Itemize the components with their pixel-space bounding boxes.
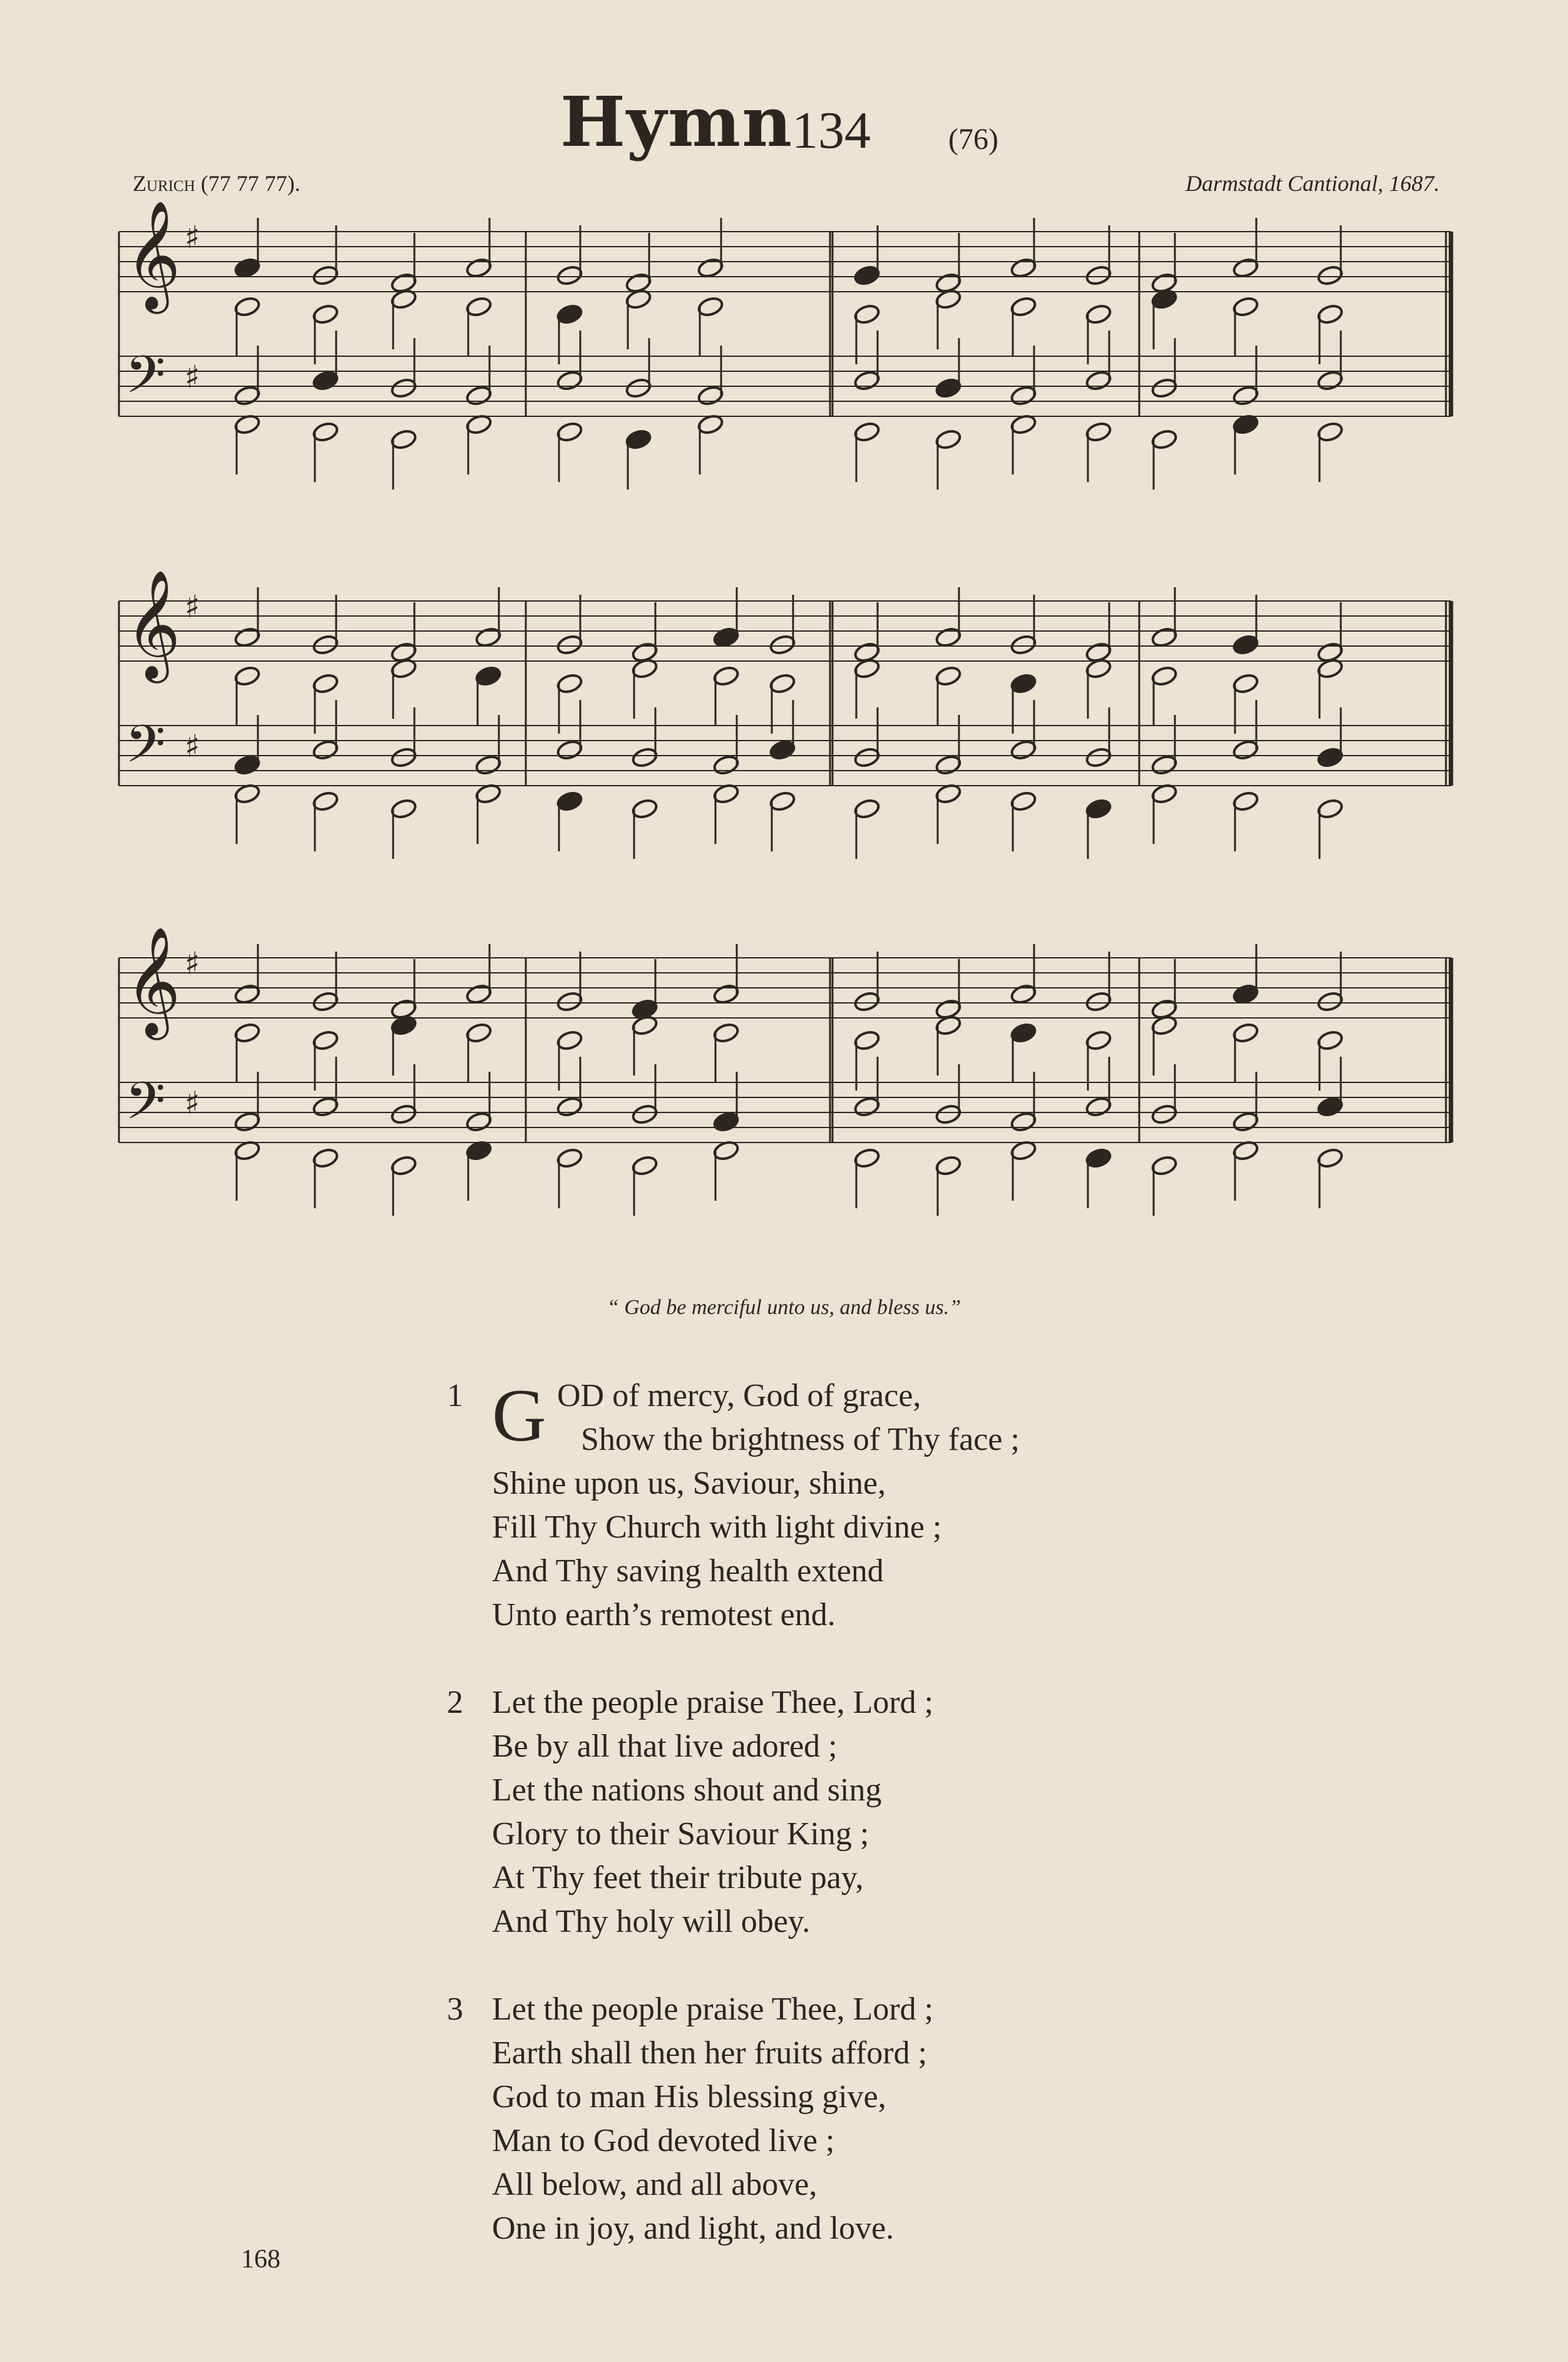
note-head <box>935 754 962 776</box>
verse-3 <box>447 1988 1020 2251</box>
note-head <box>935 1103 962 1126</box>
verse-line: Let the people praise Thee, Lord ; <box>492 1991 934 2027</box>
note-head <box>556 421 583 443</box>
bass-clef-icon: 𝄢 <box>125 1071 166 1144</box>
note-head <box>312 303 339 326</box>
bass-clef-icon: 𝄢 <box>125 344 166 418</box>
note-head <box>1232 295 1259 318</box>
verse-line: Let the nations shout and sing <box>492 1772 882 1808</box>
note-head <box>233 983 261 1005</box>
note-head <box>1085 369 1112 392</box>
note-head <box>1316 303 1344 326</box>
note-head <box>1316 1147 1344 1169</box>
note-head <box>1010 384 1037 407</box>
note-head <box>935 428 962 451</box>
note-head <box>556 1096 583 1118</box>
note-head <box>556 672 583 695</box>
verse-line: Earth shall then her fruits afford ; <box>492 2035 928 2071</box>
note-head <box>712 626 740 649</box>
note-head <box>390 1154 418 1177</box>
note-head <box>712 1111 740 1133</box>
tune-name: Zurich (77 77 77). <box>133 171 300 196</box>
note-head <box>556 634 583 656</box>
note-head <box>631 1154 658 1177</box>
verse-line: Be by all that live adored ; <box>492 1728 838 1764</box>
note-head <box>1316 1096 1344 1118</box>
note-head <box>1085 798 1112 820</box>
note-head <box>312 421 339 443</box>
note-head <box>935 377 962 399</box>
note-head <box>1085 264 1112 287</box>
note-head <box>697 384 724 407</box>
note-head <box>1316 369 1344 392</box>
verse-line: OD of mercy, God of grace, <box>557 1378 921 1414</box>
note-head <box>935 665 962 687</box>
note-head <box>556 990 583 1013</box>
key-signature-sharp-icon: ♯ <box>185 588 200 625</box>
note-head <box>1316 746 1344 769</box>
page-number: 168 <box>241 2245 280 2274</box>
note-head <box>556 1029 583 1052</box>
verse-line: Unto earth’s remotest end. <box>492 1597 836 1633</box>
note-head <box>1232 1022 1259 1044</box>
verse-1 <box>447 1374 1020 1637</box>
note-head <box>390 428 418 451</box>
note-head <box>556 369 583 392</box>
hymn-number: 134 <box>792 101 871 160</box>
note-head <box>1085 421 1112 443</box>
note-head <box>1150 428 1178 451</box>
note-head <box>853 1029 881 1052</box>
treble-clef-icon: 𝄞 <box>125 570 181 679</box>
verse-line: Man to God devoted live ; <box>492 2123 835 2159</box>
note-head <box>1010 672 1037 695</box>
note-head <box>1010 257 1037 279</box>
verse-line: And Thy holy will obey. <box>492 1904 811 1939</box>
note-head <box>853 421 881 443</box>
note-head <box>1085 1096 1112 1118</box>
note-head <box>1232 739 1259 761</box>
bass-clef-icon: 𝄢 <box>125 714 166 787</box>
note-head <box>1232 384 1259 407</box>
note-head <box>853 990 881 1013</box>
note-head <box>474 665 502 687</box>
note-head <box>1150 1154 1178 1177</box>
verse-line: Glory to their Saviour King ; <box>492 1816 869 1852</box>
note-head <box>1010 634 1037 656</box>
verse-2 <box>447 1681 1020 1944</box>
hymn-alt-number: (76) <box>948 123 998 156</box>
note-head <box>853 264 881 287</box>
note-head <box>312 790 339 813</box>
note-head <box>1010 295 1037 318</box>
note-head <box>769 634 796 656</box>
note-head <box>1010 983 1037 1005</box>
note-head <box>465 257 493 279</box>
note-head <box>1150 665 1178 687</box>
note-head <box>697 257 724 279</box>
note-head <box>390 377 418 399</box>
note-head <box>556 790 583 813</box>
epigraph: “ God be merciful unto us, and bless us.” <box>607 1296 961 1319</box>
note-head <box>312 264 339 287</box>
note-head <box>712 665 740 687</box>
note-head <box>465 983 493 1005</box>
note-head <box>312 672 339 695</box>
treble-clef-icon: 𝄞 <box>125 200 181 309</box>
note-head <box>390 798 418 820</box>
note-head <box>1085 1147 1112 1169</box>
note-head <box>769 790 796 813</box>
note-head <box>853 1147 881 1169</box>
note-head <box>853 746 881 769</box>
note-head <box>769 672 796 695</box>
note-head <box>853 1096 881 1118</box>
key-signature-sharp-icon: ♯ <box>185 219 200 255</box>
verse-line: Fill Thy Church with light divine ; <box>492 1509 942 1545</box>
note-head <box>233 384 261 407</box>
key-signature-sharp-icon: ♯ <box>185 1085 200 1121</box>
note-head <box>1010 1111 1037 1133</box>
note-head <box>853 369 881 392</box>
note-head <box>712 983 740 1005</box>
verse-line: God to man His blessing give, <box>492 2079 886 2115</box>
key-signature-sharp-icon: ♯ <box>185 945 200 982</box>
hymn-title-word: Hymn <box>560 81 794 162</box>
note-head <box>625 377 652 399</box>
note-head <box>1150 626 1178 649</box>
note-head <box>465 384 493 407</box>
note-head <box>465 295 493 318</box>
key-signature-sharp-icon: ♯ <box>185 359 200 395</box>
note-head <box>312 990 339 1013</box>
note-head <box>631 746 658 769</box>
note-head <box>1150 377 1178 399</box>
note-head <box>697 295 724 318</box>
verse-number: 2 <box>447 1685 463 1720</box>
note-head <box>390 746 418 769</box>
note-head <box>465 1022 493 1044</box>
note-head <box>556 264 583 287</box>
note-head <box>1316 990 1344 1013</box>
note-head <box>1085 990 1112 1013</box>
note-head <box>1316 798 1344 820</box>
note-head <box>312 1147 339 1169</box>
note-head <box>1232 1111 1259 1133</box>
note-head <box>312 634 339 656</box>
note-head <box>1316 1029 1344 1052</box>
note-head <box>1150 1103 1178 1126</box>
verse-number: 1 <box>447 1378 463 1414</box>
verse-line: All below, and all above, <box>492 2167 817 2202</box>
note-head <box>1010 739 1037 761</box>
note-head <box>853 303 881 326</box>
note-head <box>474 754 502 776</box>
note-head <box>1232 672 1259 695</box>
verse-line: Show the brightness of Thy face ; <box>581 1422 1020 1457</box>
note-head <box>312 1096 339 1118</box>
verse-line: Shine upon us, Saviour, shine, <box>492 1466 886 1501</box>
treble-clef-icon: 𝄞 <box>125 927 181 1035</box>
note-head <box>312 739 339 761</box>
note-head <box>1232 634 1259 656</box>
note-head <box>769 739 796 761</box>
note-head <box>1316 421 1344 443</box>
note-head <box>1010 790 1037 813</box>
note-head <box>474 626 502 649</box>
verse-line: One in joy, and light, and love. <box>492 2211 894 2246</box>
verse-number: 3 <box>447 1991 463 2027</box>
note-head <box>1150 754 1178 776</box>
note-head <box>1085 746 1112 769</box>
note-head <box>1085 1029 1112 1052</box>
note-head <box>625 428 652 451</box>
note-head <box>233 257 261 279</box>
key-signature-sharp-icon: ♯ <box>185 728 200 764</box>
note-head <box>631 798 658 820</box>
note-head <box>233 295 261 318</box>
note-head <box>853 798 881 820</box>
verse-line: And Thy saving health extend <box>492 1553 884 1589</box>
note-head <box>935 626 962 649</box>
verses <box>447 1374 1020 2294</box>
note-head <box>1232 790 1259 813</box>
note-head <box>233 1111 261 1133</box>
note-head <box>556 1147 583 1169</box>
note-head <box>1010 1022 1037 1044</box>
drop-cap: G <box>492 1374 546 1457</box>
note-head <box>1232 983 1259 1005</box>
note-head <box>1232 257 1259 279</box>
note-head <box>631 1103 658 1126</box>
note-head <box>233 1022 261 1044</box>
note-head <box>1316 264 1344 287</box>
note-head <box>312 1029 339 1052</box>
note-head <box>465 1111 493 1133</box>
composer-credit: Darmstadt Cantional, 1687. <box>1185 171 1440 196</box>
note-head <box>935 1154 962 1177</box>
note-head <box>556 739 583 761</box>
verse-line: Let the people praise Thee, Lord ; <box>492 1685 934 1720</box>
verse-line: At Thy feet their tribute pay, <box>492 1860 864 1896</box>
note-head <box>556 303 583 326</box>
note-head <box>712 1022 740 1044</box>
note-head <box>312 369 339 392</box>
note-head <box>712 754 740 776</box>
note-head <box>233 665 261 687</box>
note-head <box>390 1103 418 1126</box>
note-head <box>233 626 261 649</box>
note-head <box>1085 303 1112 326</box>
note-head <box>233 754 261 776</box>
